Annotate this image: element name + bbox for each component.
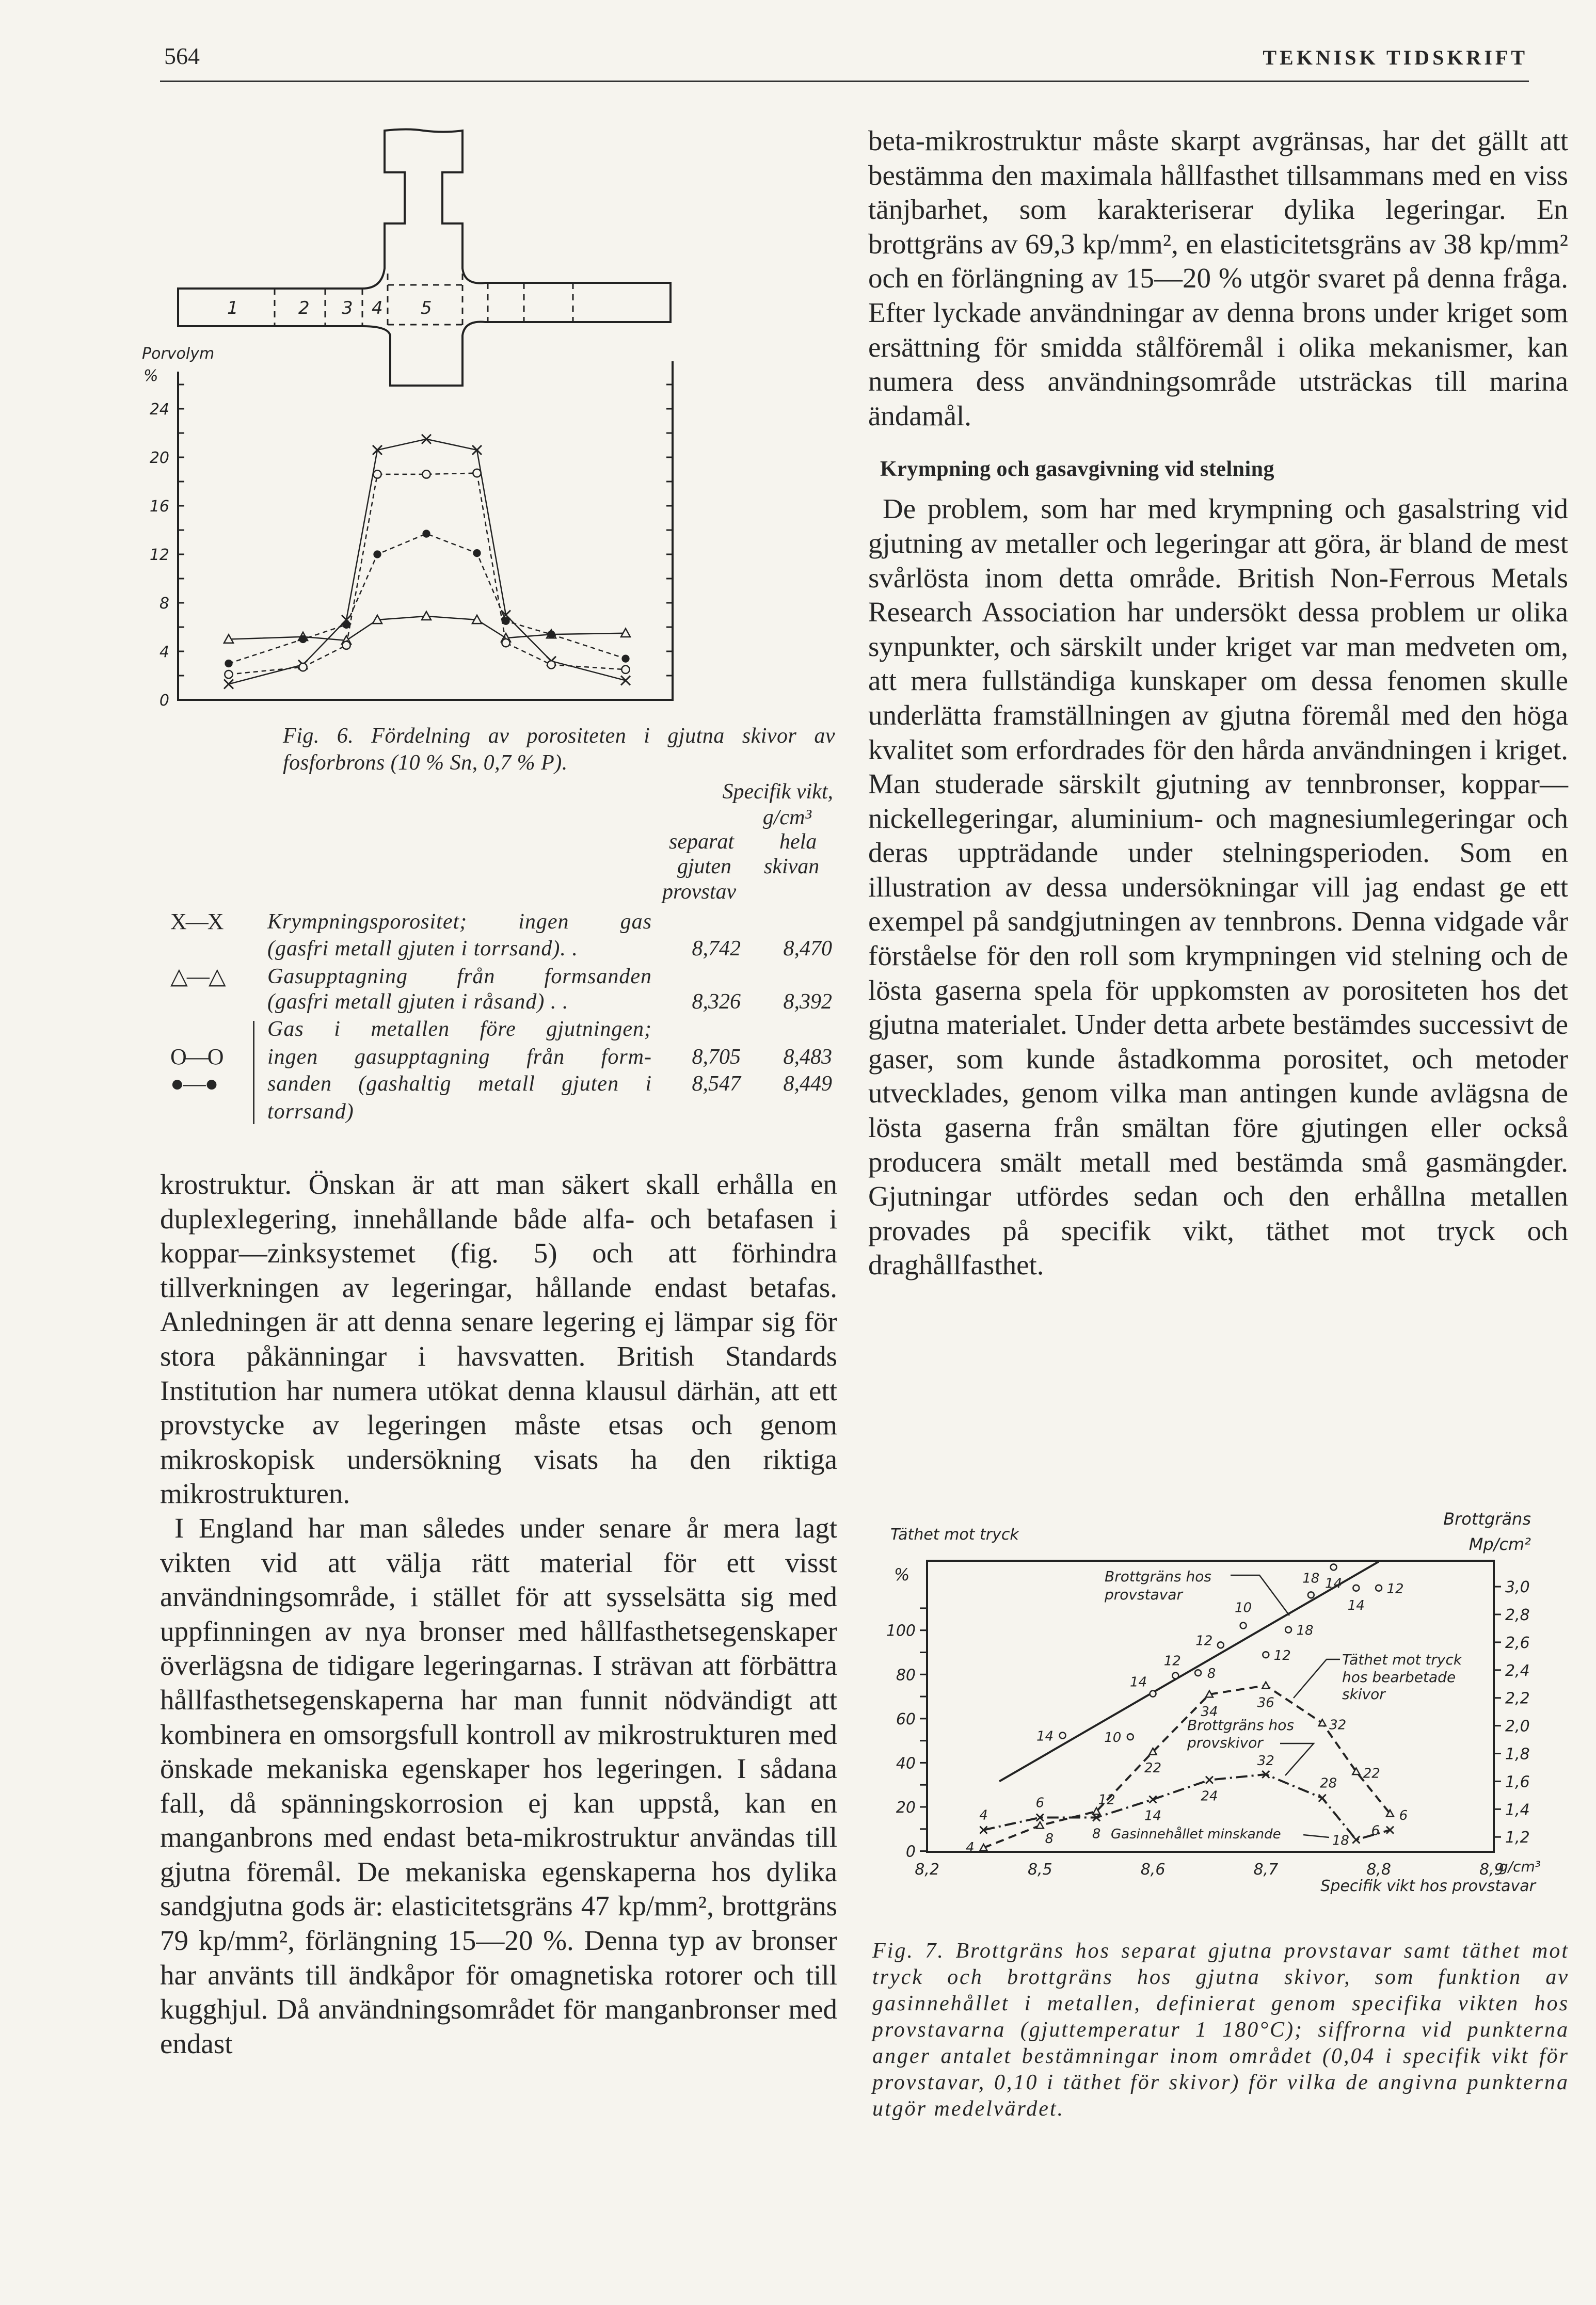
point-count-label: 32 xyxy=(1257,1753,1274,1769)
point-count-label: 6 xyxy=(1035,1795,1045,1811)
circle-marker xyxy=(1285,1627,1291,1633)
point-count-label: 14 xyxy=(1325,1576,1343,1592)
right-tick-label: 1,2 xyxy=(1505,1829,1530,1847)
legend-value: 8,705 xyxy=(692,1045,741,1069)
point-count-label: 28 xyxy=(1320,1775,1337,1791)
circle-marker xyxy=(1060,1733,1066,1739)
x-axis-title: Specifik vikt hos provstavar xyxy=(1320,1877,1536,1895)
triangle-marker xyxy=(422,612,431,620)
annotation-gasinnehall: Gasinnehållet minskande xyxy=(1111,1827,1281,1842)
dot-marker xyxy=(225,660,232,667)
annotation-provstavar: Brottgräns hos xyxy=(1105,1568,1211,1585)
circle-marker xyxy=(1353,1585,1359,1591)
point-count-label: 22 xyxy=(1363,1766,1380,1782)
x-marker xyxy=(224,679,233,689)
right-tick-label: 2,8 xyxy=(1505,1606,1530,1625)
left-tick-label: 0 xyxy=(905,1843,916,1861)
point-count-label: 36 xyxy=(1257,1695,1274,1711)
annotation-provskivor: provskivor xyxy=(1187,1734,1263,1751)
dot-marker xyxy=(473,549,481,557)
triangle-marker xyxy=(1262,1682,1269,1689)
point-count-label: 18 xyxy=(1302,1571,1320,1587)
page-number: 564 xyxy=(164,43,200,69)
right-tick-label: 2,2 xyxy=(1505,1689,1530,1708)
point-count-label: 14 xyxy=(1130,1674,1147,1690)
point-count-label: 4 xyxy=(979,1807,988,1823)
table-header: Specifik vikt, xyxy=(722,780,833,804)
zone-label: 1 xyxy=(227,298,238,318)
fig6-plot-area xyxy=(150,361,673,710)
legend-value: 8,449 xyxy=(783,1072,832,1096)
legend-symbol-triangle: △—△ xyxy=(170,964,225,989)
point-count-label: 8 xyxy=(1092,1826,1101,1842)
y-tick-label: 8 xyxy=(159,595,169,613)
y-tick-label: 16 xyxy=(149,498,169,516)
point-count-label: 18 xyxy=(1332,1833,1349,1849)
paragraph: I England har man således under senare år mera lagt vikten vid att välja rätt material för ett visst användningsområde, i stället för att sysselsätta sig med uppfinningen av nya bronser med hållfasthetsegenskaper överlägsna de tidigare legeringarnas. I strävan att förbättra hållfasthetsegenskaperna har man funnit nödvändigt att kombinera en omsorgsfull kontroll av mikrostrukturen med önskade mekaniska egenskaper hos legeringen. I sådana fall, då spänningskorrosion ej kan uppstå, kan en manganbrons med endast beta-mikrostruktur användas till gjutna föremål. De mekaniska egenskaperna hos dylika sandgjutna gods är: elasticitetsgräns 47 kp/mm², brottgräns 79 kp/mm², förlängning 15—20 %. Denna typ av bronser har använts till ändkåpor för omagnetiska rotorer och till kugghjul. Då användningsområdet för manganbronser med endast xyxy=(160,1512,837,2059)
y-axis-unit: % xyxy=(143,367,158,385)
left-tick-label: 60 xyxy=(896,1710,916,1728)
right-tick-label: 3,0 xyxy=(1505,1578,1530,1597)
section-heading: Krympning och gasavgivning vid stelning xyxy=(880,457,1274,482)
left-tick-label: 20 xyxy=(896,1798,916,1817)
point-count-label: 14 xyxy=(1036,1728,1054,1744)
point-count-label: 10 xyxy=(1104,1730,1122,1746)
point-count-label: 8 xyxy=(1045,1831,1054,1847)
point-count-label: 22 xyxy=(1144,1760,1162,1776)
circle-marker xyxy=(422,470,430,478)
zone-label: 2 xyxy=(298,298,310,318)
legend-value: 8,392 xyxy=(783,990,832,1014)
point-count-label: 34 xyxy=(1201,1704,1218,1720)
table-header: provstav xyxy=(662,880,737,904)
zone-label: 5 xyxy=(421,298,432,318)
point-count-label: 14 xyxy=(1347,1597,1365,1613)
x-tick-label: 8,5 xyxy=(1027,1861,1052,1879)
paragraph: krostruktur. Önskan är att man säkert skall erhålla en duplexlegering, innehållande både alfa- och betafasen i koppar—zinksystemet (fig. 5) och att förhindra tillverkningen av legeringar, hållande endast betafas. Anledningen är att denna senare legering ej lämpar sig för stora påkänningar i havsvatten. British Standards Institution har numera utökat denna klausul därhän, att ett provstycke av legeringen måste etsas och genom mikroskopisk undersökning visats ha den riktiga mikrostrukturen. xyxy=(160,1168,837,1510)
circle-marker xyxy=(502,639,509,647)
legend-brace xyxy=(253,1021,257,1124)
right-tick-label: 2,4 xyxy=(1505,1661,1530,1680)
legend-value: 8,742 xyxy=(692,937,741,961)
legend-text: sanden (gashaltig metall gjuten i xyxy=(267,1072,652,1096)
legend-text: Gasupptagning från formsanden xyxy=(267,965,652,988)
point-count-label: 12 xyxy=(1163,1653,1181,1669)
point-count-label: 6 xyxy=(1399,1807,1408,1823)
point-count-label: 14 xyxy=(1144,1808,1162,1824)
annotation-provskivor: Brottgräns hos xyxy=(1187,1717,1294,1734)
point-count-label: 12 xyxy=(1195,1633,1213,1649)
table-header: separat xyxy=(669,830,734,854)
circle-marker xyxy=(1240,1623,1247,1629)
y-axis-label: Porvolym xyxy=(142,345,215,363)
x-tick-label: 8,9 xyxy=(1479,1861,1504,1879)
point-count-label: 12 xyxy=(1386,1581,1404,1597)
right-tick-label: 2,6 xyxy=(1505,1634,1530,1652)
series-line xyxy=(229,534,626,663)
figure-7-caption: Fig. 7. Brottgräns hos separat gjutna provstavar samt täthet mot tryck och brottgräns hos gjutna skivor, som funktion av gasinnehållet i metallen, definierat genom specifika vikten hos provstavarna (gjuttemperatur 1 180°C); siffrorna vid punkterna anger antalet bestämningar inom området (0,04 i specifik vikt för provstavar, 0,10 i täthet för skivor) för vilka de angivna punkterna utgör medelvärdet. xyxy=(872,1939,1569,2121)
circle-marker xyxy=(1150,1691,1156,1697)
point-count-label: 12 xyxy=(1273,1648,1291,1664)
point-count-label: 18 xyxy=(1296,1623,1314,1639)
right-tick-label: 1,8 xyxy=(1505,1745,1530,1764)
circle-marker xyxy=(547,661,555,668)
y-tick-label: 20 xyxy=(149,449,169,467)
dot-marker xyxy=(342,621,350,629)
point-count-label: 8 xyxy=(1207,1666,1216,1682)
circle-marker xyxy=(1331,1564,1337,1570)
legend-text: ingen gasupptagning från form- xyxy=(267,1045,652,1069)
circle-marker xyxy=(621,666,629,674)
running-header: TEKNISK TIDSKRIFT xyxy=(1263,46,1528,69)
table-header: gjuten xyxy=(677,855,731,878)
circle-marker xyxy=(373,470,381,478)
right-axis-unit: Mp/cm² xyxy=(1469,1534,1531,1554)
zone-label: 3 xyxy=(342,298,353,318)
circle-marker xyxy=(299,663,307,671)
dot-marker xyxy=(373,550,381,558)
paragraph: beta-mikrostruktur måste skarpt avgränsas, har det gällt att bestämma den maximala hållfasthet tillsammans med en viss tänjbarhet, som karakteriserar dylika legeringar. En brottgräns av 69,3 kp/mm², en elasticitetsgräns av 38 kp/mm² och en förlängning av 15—20 % utgör svaret på denna fråga. Efter lyckade användningar av denna brons under kriget som ersättning för smidda stålföremål i olika mekanismer, kan numera dess användningsområde utsträckas till marina ändamål. xyxy=(868,125,1568,431)
left-column-text xyxy=(160,1167,837,2061)
series-line xyxy=(229,473,626,675)
legend-value: 8,483 xyxy=(783,1045,832,1069)
paragraph: De problem, som har med krympning och gasalstring vid gjutning av metaller och legeringar att göra, är bland de mest svårlösta inom detta område. British Non-Ferrous Metals Research Association har undersökt dessa problem ur olika synpunkter, och särskilt under kriget var man medveten om, att mera fullständiga kunskaper om dessa fenomen skulle underlätta framställningen av gjutna föremål med den höga kvalitet som erfordrades för den hårda användningen i kriget. Man studerade särskilt gjutning av tennbronser, koppar—nickellegeringar, aluminium- och magnesiumlegeringar och deras uppträdande under stelningsperioden. Som en illustration av dessa undersökningar vill jag endast ge ett exempel på sandgjutningen av tennbrons. Denna vidgade vår förståelse för den roll som krympningen vid stelning och de lösta gaserna spela för uppkomsten av porositeten hos det gjutna materialet. Under detta arbete bestämdes successivt de gaser, som kunde åstadkomma porositet, och metoder utvecklades, genom vilka man antingen kunde avlägsna de lösta gaserna från smältan före gjutingen eller också producera smält metall med bestämda små gasmängder. Gjutningar utfördes sedan och den erhållna metallen provades på specifik vikt, täthet mot tryck och draghållfasthet. xyxy=(868,493,1568,1281)
x-tick-label: 8,8 xyxy=(1366,1861,1391,1879)
left-tick-label: 100 xyxy=(886,1622,916,1640)
x-tick-label: 8,6 xyxy=(1140,1861,1166,1879)
circle-marker xyxy=(1172,1673,1178,1679)
legend-symbol-x: X—X xyxy=(170,909,223,934)
table-header: skivan xyxy=(764,855,820,878)
y-tick-label: 24 xyxy=(149,401,169,419)
circle-marker xyxy=(342,642,350,649)
dot-marker xyxy=(422,530,430,537)
right-tick-label: 1,4 xyxy=(1505,1801,1530,1819)
x-marker xyxy=(1206,1776,1213,1784)
curve-tathet xyxy=(983,1686,1390,1848)
circle-marker xyxy=(1376,1585,1382,1591)
right-tick-label: 1,6 xyxy=(1505,1773,1530,1791)
legend-value: 8,470 xyxy=(783,937,832,961)
annotation-tathet: Täthet mot tryck xyxy=(1342,1651,1462,1668)
circle-marker xyxy=(1308,1592,1314,1598)
y-tick-label: 0 xyxy=(159,692,169,710)
triangle-marker xyxy=(1036,1822,1044,1829)
annotation-provstavar: provstavar xyxy=(1105,1586,1183,1603)
x-tick-label: 8,7 xyxy=(1253,1861,1279,1879)
x-marker xyxy=(621,676,630,685)
x-marker xyxy=(422,435,431,444)
legend-text: Gas i metallen före gjutningen; xyxy=(267,1017,652,1041)
point-count-label: 24 xyxy=(1201,1788,1218,1804)
point-count-label: 6 xyxy=(1371,1823,1380,1839)
point-count-label: 12 xyxy=(1098,1792,1115,1808)
annotation-tathet: hos bearbetade xyxy=(1342,1669,1456,1686)
legend-text: torrsand) xyxy=(267,1100,354,1124)
figure-6 xyxy=(142,130,673,710)
dot-marker xyxy=(547,630,555,638)
dot-marker xyxy=(621,654,629,662)
left-axis-unit: % xyxy=(894,1565,910,1584)
table-header: hela xyxy=(779,830,817,854)
left-axis-title: Täthet mot tryck xyxy=(890,1526,1019,1544)
right-tick-label: 2,0 xyxy=(1505,1717,1530,1736)
legend-text: (gasfri metall gjuten i torrsand). . xyxy=(267,937,578,961)
legend-symbol-circle: O—O xyxy=(170,1044,223,1069)
circle-marker xyxy=(1218,1642,1224,1648)
left-tick-label: 40 xyxy=(896,1754,916,1773)
right-axis-title: Brottgräns xyxy=(1443,1509,1531,1529)
x-axis-unit: g/cm³ xyxy=(1498,1858,1541,1875)
table-header: g/cm³ xyxy=(762,806,811,829)
legend-value: 8,326 xyxy=(692,990,741,1014)
right-column-text xyxy=(868,124,1568,1283)
figure-7 xyxy=(886,1509,1541,1895)
legend-text: (gasfri metall gjuten i råsand) . . xyxy=(267,990,569,1014)
circle-marker xyxy=(1263,1652,1269,1658)
triangle-marker xyxy=(1206,1691,1213,1698)
legend-symbol-dot: ●—● xyxy=(170,1071,218,1096)
legend-text: Krympningsporositet; ingen gas xyxy=(267,910,652,934)
left-tick-label: 80 xyxy=(896,1666,916,1685)
y-tick-label: 12 xyxy=(149,546,169,564)
dot-marker xyxy=(299,635,307,643)
circle-marker xyxy=(473,469,481,477)
casting-outline xyxy=(178,130,671,386)
annotation-tathet: skivor xyxy=(1342,1686,1385,1703)
y-tick-label: 4 xyxy=(159,643,169,661)
x-tick-label: 8,2 xyxy=(915,1861,939,1879)
circle-marker xyxy=(225,670,232,678)
point-count-label: 32 xyxy=(1329,1717,1347,1733)
circle-marker xyxy=(1127,1734,1134,1740)
circle-marker xyxy=(1195,1670,1201,1676)
point-count-label: 4 xyxy=(966,1840,975,1856)
dot-marker xyxy=(502,617,509,625)
triangle-marker xyxy=(980,1844,987,1851)
figure-6-caption: Fig. 6. Fördelning av porositeten i gjutna skivor av fosforbrons (10 % Sn, 0,7 % P). xyxy=(283,724,835,775)
point-count-label: 10 xyxy=(1235,1600,1252,1616)
legend-value: 8,547 xyxy=(692,1072,741,1096)
zone-label: 4 xyxy=(372,298,383,318)
